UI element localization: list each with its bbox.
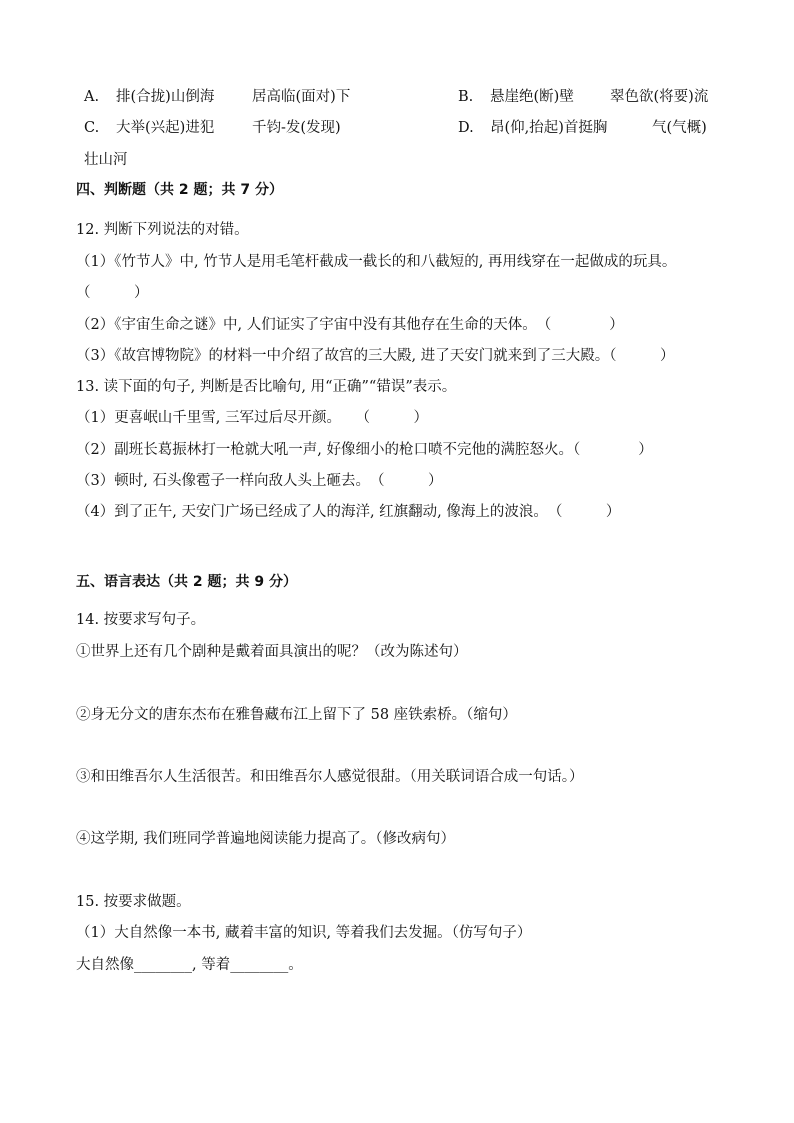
question-13-item-2: （2）副班长葛振林打一枪就大吼一声, 好像细小的枪口喷不完他的满腔怒火。（ ） xyxy=(76,442,653,458)
question-14-item-3: ③和田维吾尔人生活很苦。和田维吾尔人感觉很甜。（用关联词语合成一句话。） xyxy=(76,769,584,785)
option-c-label: C. xyxy=(84,120,100,136)
option-a-text2: 居高临(面对)下 xyxy=(252,89,351,105)
option-b-label: B. xyxy=(458,89,474,105)
option-d-text2: 气(气概) xyxy=(652,120,707,136)
question-14-item-4: ④这学期, 我们班同学普遍地阅读能力提高了。（修改病句） xyxy=(76,831,455,847)
question-15-fill-blank: 大自然像________, 等着________。 xyxy=(76,957,303,973)
section-heading-language: 五、语言表达（共 2 题；共 9 分） xyxy=(76,574,297,590)
question-13: 13. 读下面的句子, 判断是否比喻句, 用“正确”“错误”表示。 xyxy=(76,379,457,395)
question-12-item-2: （2）《宇宙生命之谜》中, 人们证实了宇宙中没有其他存在生命的天体。 （ ） xyxy=(76,317,624,333)
question-15-item-1: （1）大自然像一本书, 藏着丰富的知识, 等着我们去发掘。（仿写句子） xyxy=(76,925,532,941)
question-12-item-3: （3）《故宫博物院》的材料一中介绍了故宫的三大殿, 进了天安门就来到了三大殿。（ ） xyxy=(76,348,675,364)
question-13-item-4: （4）到了正午, 天安门广场已经成了人的海洋, 红旗翻动, 像海上的波浪。 （ ） xyxy=(76,504,621,520)
question-13-item-3: （3）顿时, 石头像雹子一样向敌人头上砸去。 （ ） xyxy=(76,473,443,489)
option-a-label: A. xyxy=(84,89,100,105)
question-14: 14. 按要求写句子。 xyxy=(76,612,206,628)
option-d-label: D. xyxy=(458,120,474,136)
question-14-item-2: ②身无分文的唐东杰布在雅鲁藏布江上留下了 58 座铁索桥。（缩句） xyxy=(76,707,517,723)
option-b-text1: 悬崖绝(断)壁 xyxy=(490,89,574,105)
answer-paren-12-1: （ ） xyxy=(76,285,149,301)
option-d-text1: 昂(仰,抬起)首挺胸 xyxy=(490,120,608,136)
option-d-continuation: 壮山河 xyxy=(84,152,128,168)
section-heading-judgement: 四、判断题（共 2 题；共 7 分） xyxy=(76,182,283,198)
question-12-item-1: （1）《竹节人》中, 竹节人是用毛笔杆截成一截长的和八截短的, 再用线穿在一起做成的玩具。 xyxy=(76,254,677,270)
option-c-text2: 千钧-发(发现) xyxy=(252,120,341,136)
option-c-text1: 大举(兴起)进犯 xyxy=(116,120,215,136)
question-13-item-1: （1）更喜岷山千里雪, 三军过后尽开颜。 （ ） xyxy=(76,410,428,426)
question-15: 15. 按要求做题。 xyxy=(76,894,191,910)
option-b-text2: 翠色欲(将要)流 xyxy=(610,89,709,105)
question-12: 12. 判断下列说法的对错。 xyxy=(76,222,249,238)
question-14-item-1: ①世界上还有几个剧种是戴着面具演出的呢？（改为陈述句） xyxy=(76,644,468,660)
option-a-text1: 排(合拢)山倒海 xyxy=(116,89,215,105)
